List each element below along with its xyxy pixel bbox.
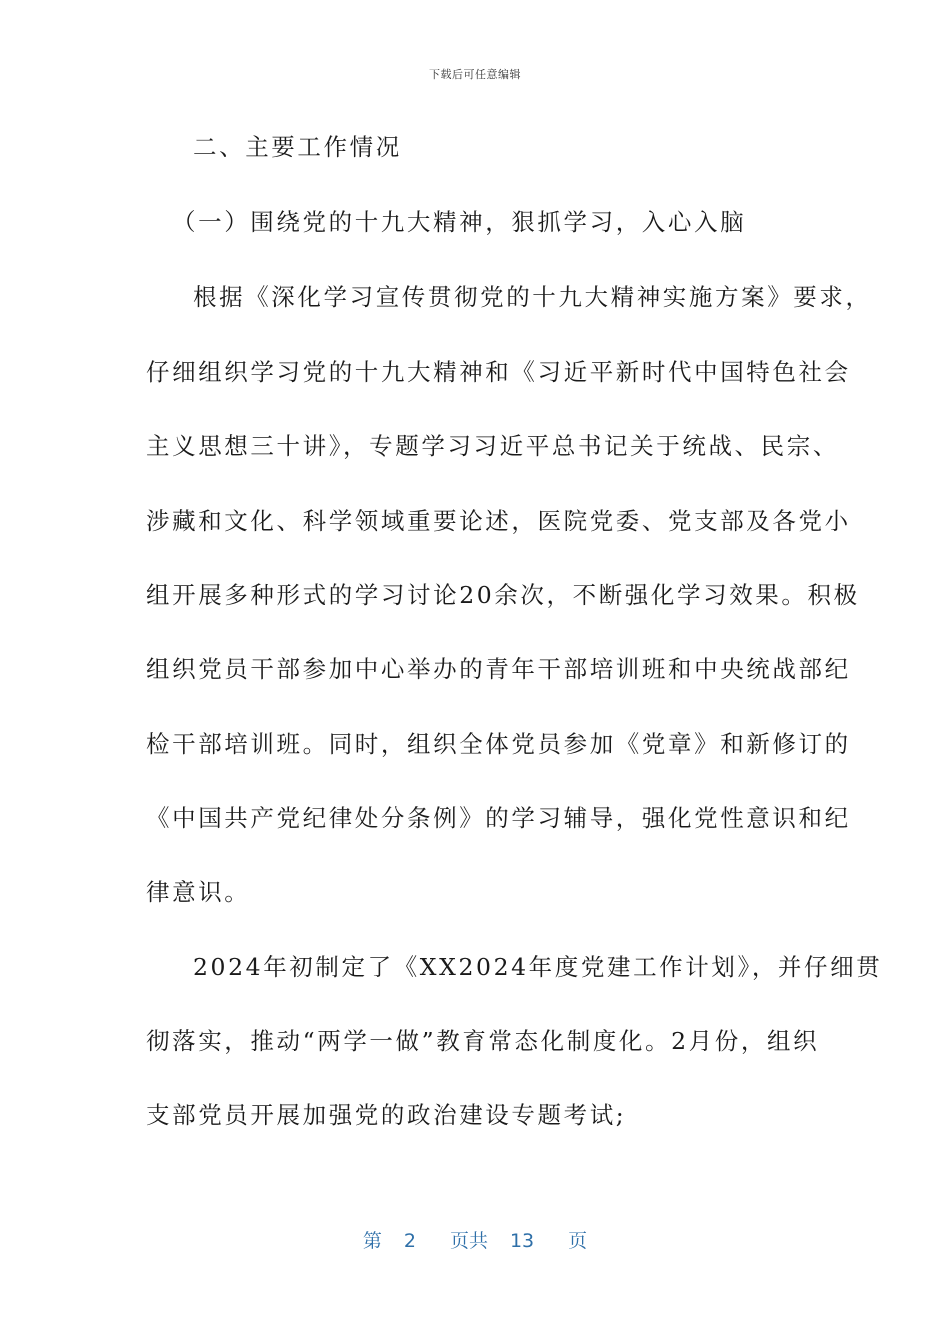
total-pages-number: 13 <box>509 1230 535 1252</box>
paragraph-line: 检干部培训班。同时，组织全体党员参加《党章》和新修订的 <box>146 730 851 758</box>
paragraph-line: 《中国共产党纪律处分条例》的学习辅导，强化党性意识和纪 <box>146 804 851 832</box>
subsection-heading: （一）围绕党的十九大精神，狠抓学习，入心入脑 <box>172 208 747 236</box>
paragraph-line: 支部党员开展加强党的政治建设专题考试; <box>146 1101 627 1129</box>
footer-prefix: 第 <box>362 1230 382 1252</box>
paragraph-line: 2024年初制定了《XX2024年度党建工作计划》，并仔细贯 <box>193 953 883 981</box>
paragraph-line: 组开展多种形式的学习讨论20余次，不断强化学习效果。积极 <box>146 581 860 609</box>
paragraph-line: 彻落实，推动“两学一做”教育常态化制度化。2月份，组织 <box>146 1027 820 1055</box>
paragraph-line: 主义思想三十讲》，专题学习习近平总书记关于统战、民宗、 <box>146 432 839 460</box>
page-footer <box>0 1226 950 1253</box>
footer-middle: 页共 <box>449 1230 488 1252</box>
header-note: 下载后可任意编辑 <box>429 68 521 81</box>
paragraph-line: 组织党员干部参加中心举办的青年干部培训班和中央统战部纪 <box>146 655 851 683</box>
section-heading: 二、主要工作情况 <box>193 133 402 161</box>
paragraph-line: 涉藏和文化、科学领域重要论述，医院党委、党支部及各党小 <box>146 507 851 535</box>
paragraph-line: 律意识。 <box>146 878 251 906</box>
paragraph-line: 仔细组织学习党的十九大精神和《习近平新时代中国特色社会 <box>146 358 851 386</box>
paragraph-line: 根据《深化学习宣传贯彻党的十九大精神实施方案》要求， <box>193 283 872 311</box>
footer-suffix: 页 <box>568 1230 588 1252</box>
current-page-number: 2 <box>403 1230 416 1252</box>
